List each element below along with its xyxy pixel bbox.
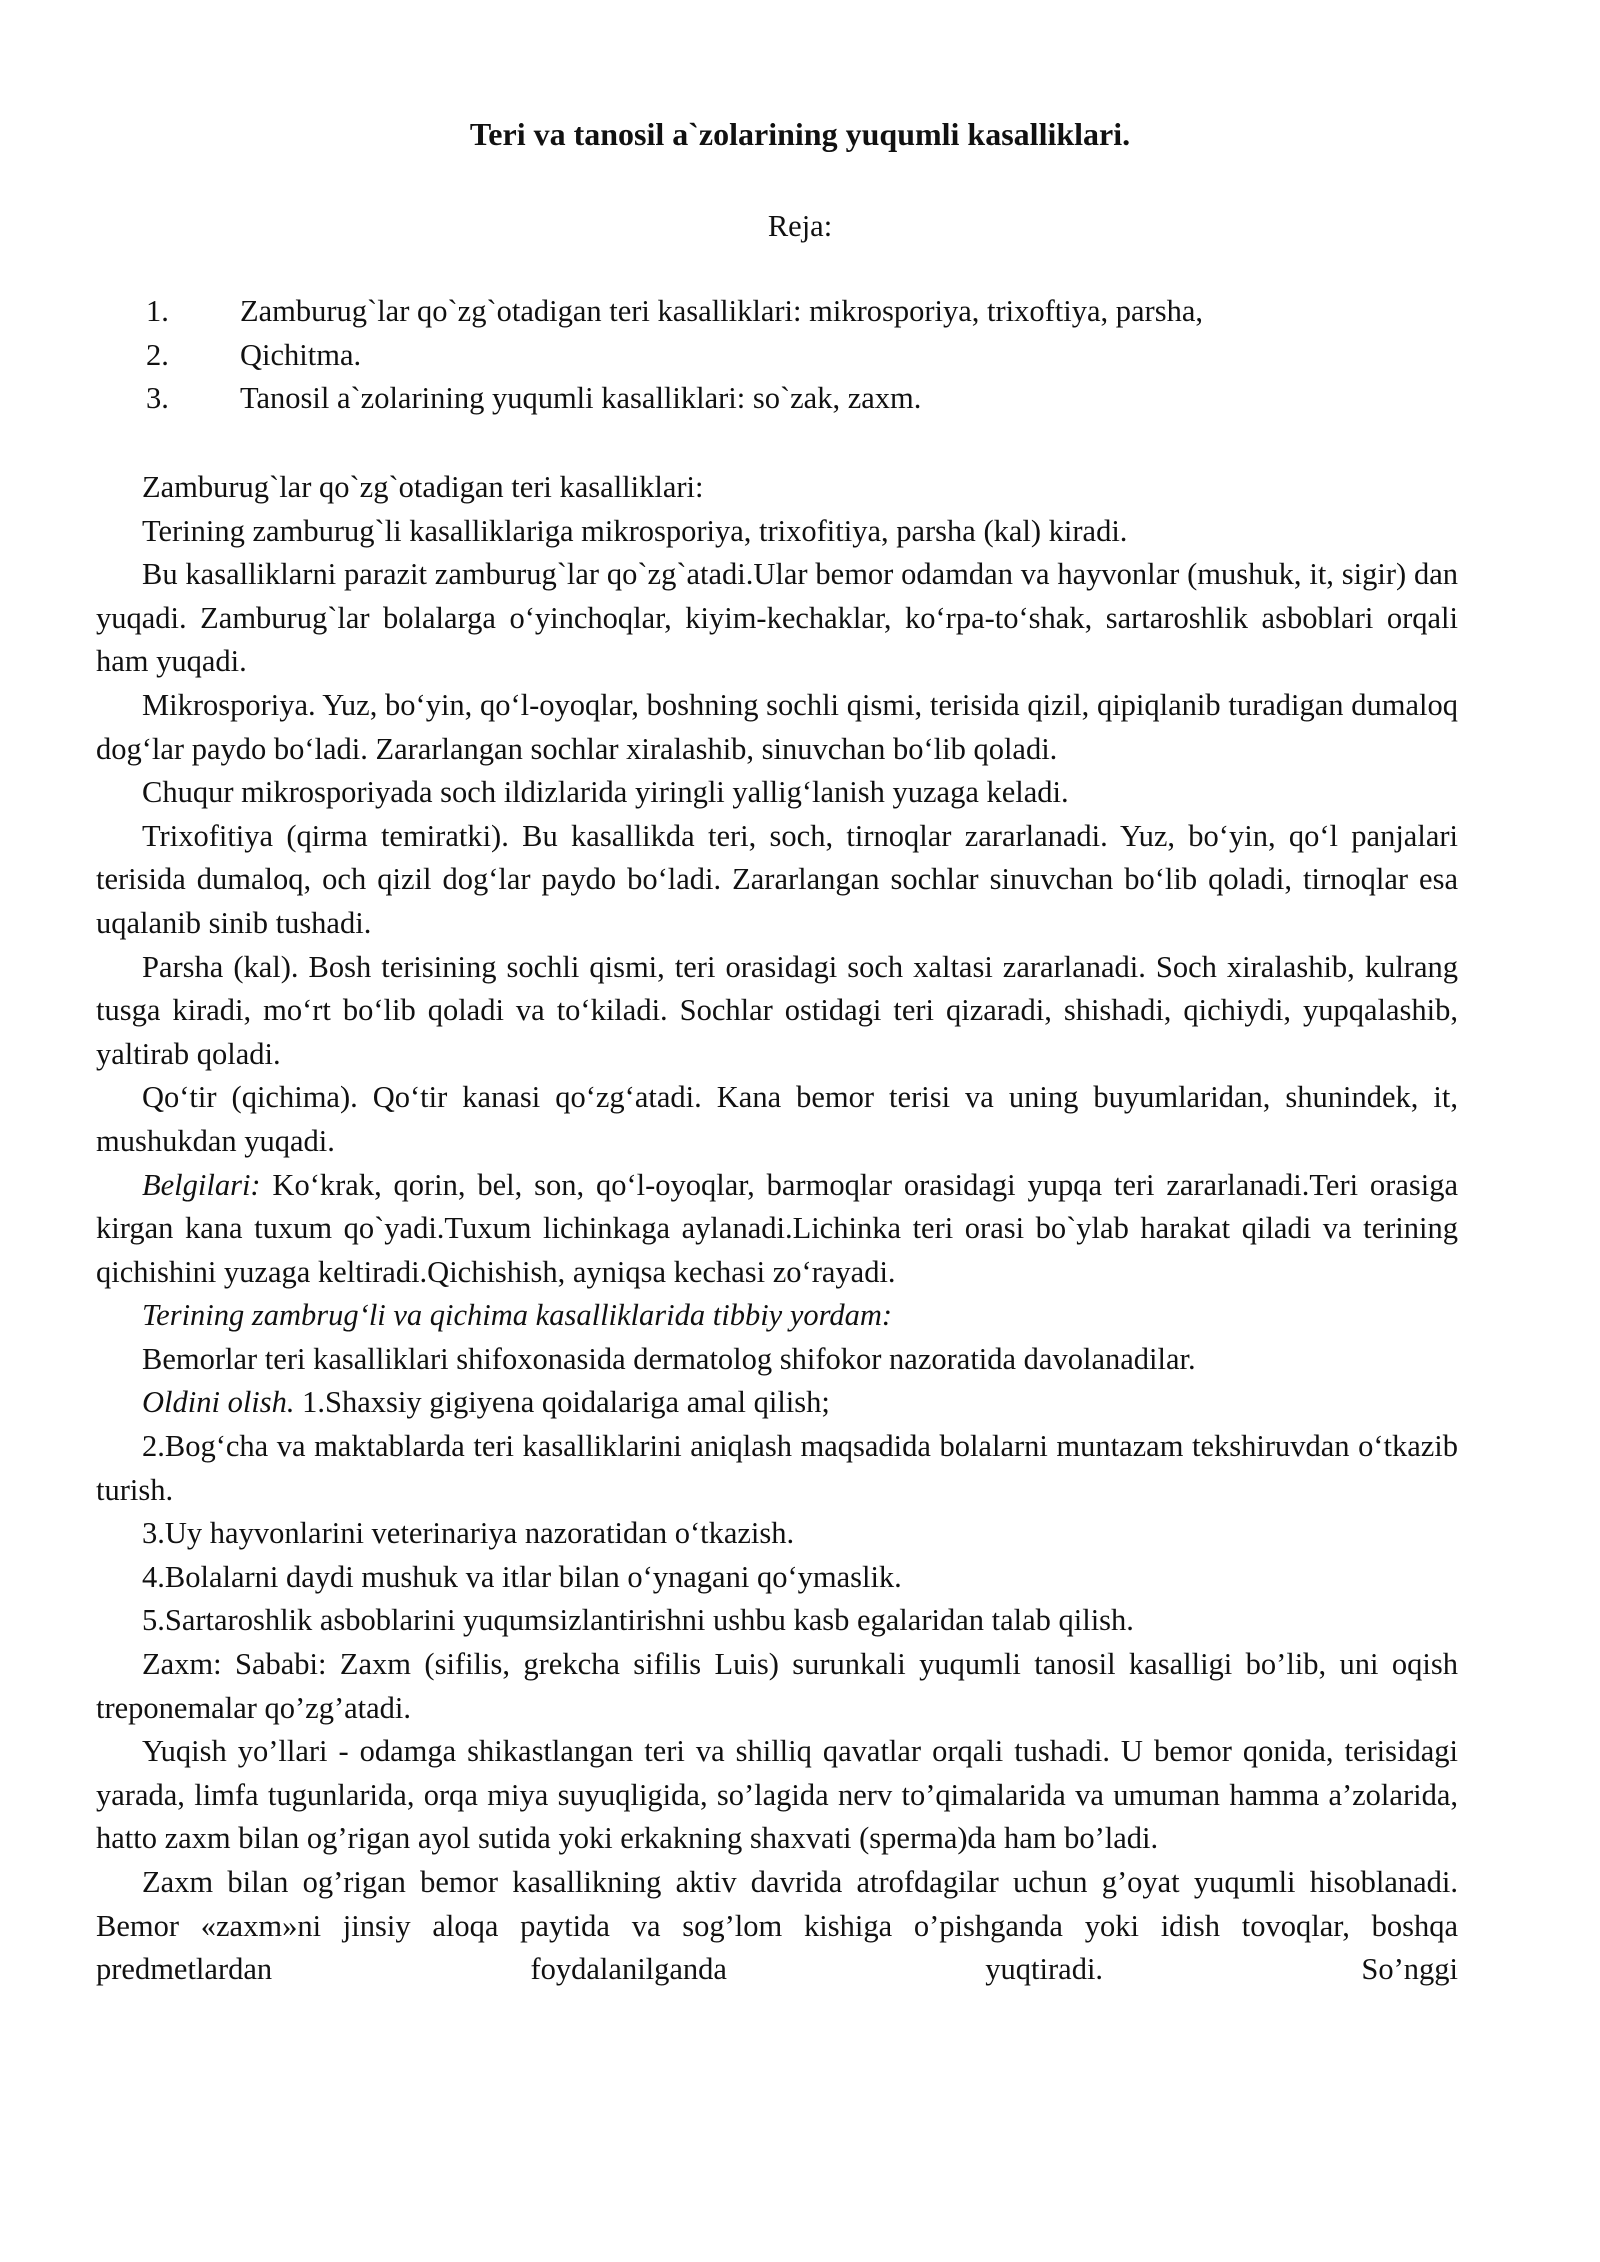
document-body [96, 466, 1458, 1992]
prevention-label: Oldini olish. [142, 1385, 295, 1420]
plan-item-text: Tanosil a`zolarining yuqumli kasalliklari: so`zak, zaxm. [240, 381, 922, 416]
paragraph: Bemorlar teri kasalliklari shifoxonasida dermatolog shifokor nazoratida davolanadilar. [142, 1341, 1196, 1376]
plan-list [140, 290, 1500, 421]
plan-item [140, 334, 1500, 378]
plan-item-number: 1. [146, 294, 169, 328]
paragraph-transmission: Yuqish yo’llari - odamga shikastlangan teri va shilliq qavatlar orqali tushadi. U bemor qonida, terisidagi yarada, limfa tugunlarida, orqa miya suyuqligida, so’lagida nerv to’qimalarida va umuman hamma a’zolarida, hatto zaxm bilan og’rigan ayol sutida yoki erkakning shaxvati (sperma)da ham bo’ladi. [96, 1734, 1458, 1856]
plan-item-text: Zamburug`lar qo`zg`otadigan teri kasalliklari: mikrosporiya, trixoftiya, parsha, [240, 294, 1203, 328]
paragraph: Bu kasalliklarni parazit zamburug`lar qo`zg`atadi.Ular bemor odamdan va hayvonlar (mushuk, it, sigir) dan yuqadi. Zamburug`lar bolalarga o‘yinchoqlar, kiyim-kechaklar, ko‘rpa-to‘shak, sartaroshlik asboblari orqali ham yuqadi. [96, 557, 1458, 679]
paragraph-symptoms [96, 1164, 1458, 1295]
paragraph-contagiousness: Zaxm bilan og’rigan bemor kasallikning aktiv davrida atrofdagilar uchun g’oyat yuqumli hisoblanadi. Bemor «zaxm»ni jinsiy aloqa paytida va sog’lom kishiga o’pishganda yoki idish tovoqlar, boshqa predmetlardan foydalanilganda yuqtiradi. So’nggi [96, 1865, 1458, 1987]
paragraph-favus: Parsha (kal). Bosh terisining sochli qismi, teri orasidagi soch xaltasi zararlanadi. Soch xiralashib, kulrang tusga kiradi, mo‘rt bo‘lib qoladi va to‘kiladi. Sochlar ostidagi teri qizaradi, shishadi, qichiydi, yupqalashib, yaltirab qoladi. [96, 949, 1458, 1071]
document-title: Teri va tanosil a`zolarining yuqumli kasalliklari. [469, 116, 1131, 152]
section-heading-medical-help [96, 1294, 1458, 1338]
paragraph-syphilis: Zaxm: Sababi: Zaxm (sifilis, grekcha sifilis Luis) surunkali yuqumli tanosil kasalligi bo’lib, uni oqish treponemalar qo’zg’atadi. [96, 1647, 1458, 1725]
plan-item [140, 290, 1500, 334]
paragraph-microsporia: Mikrosporiya. Yuz, bo‘yin, qo‘l-oyoqlar, boshning sochli qismi, terisida qizil, qipiqlanib turadigan dumaloq dog‘lar paydo bo‘ladi. Zararlangan sochlar xiralashib, sinuvchan bo‘lib qoladi. [96, 687, 1458, 766]
paragraph: 3.Uy hayvonlarini veterinariya nazoratidan o‘tkazish. [142, 1516, 795, 1551]
paragraph-scabies: Qo‘tir (qichima). Qo‘tir kanasi qo‘zg‘atadi. Kana bemor terisi va uning buyumlaridan, shunindek, it, mushukdan yuqadi. [96, 1080, 1458, 1158]
prevention-text: 1.Shaxsiy gigiyena qoidalariga amal qilish; [294, 1385, 830, 1420]
medical-help-heading: Terining zambrug‘li va qichima kasalliklarida tibbiy yordam: [142, 1298, 893, 1333]
paragraph: 4.Bolalarni daydi mushuk va itlar bilan o‘ynagani qo‘ymaslik. [142, 1559, 902, 1594]
plan-heading: Reja: [767, 209, 833, 243]
paragraph-prevention [96, 1381, 1458, 1425]
plan-item-number: 3. [146, 381, 169, 416]
plan-item [140, 377, 1500, 421]
paragraph: 5.Sartaroshlik asboblarini yuqumsizlantirishni ushbu kasb egalaridan talab qilish. [142, 1603, 1134, 1638]
symptoms-text: Ko‘krak, qorin, bel, son, qo‘l-oyoqlar, barmoqlar orasidagi yupqa teri zararlanadi.Teri orasiga kirgan kana tuxum qo`yadi.Tuxum lichinkaga aylanadi.Lichinka teri orasi bo`ylab harakat qiladi va terining qichishini yuzaga keltiradi.Qichishish, ayniqsa kechasi zo‘rayadi. [96, 1167, 1458, 1289]
plan-item-text: Qichitma. [240, 337, 362, 372]
paragraph: 2.Bog‘cha va maktablarda teri kasalliklarini aniqlash maqsadida bolalarni muntazam tekshiruvdan o‘tkazib turish. [96, 1429, 1458, 1507]
section-heading-fungal: Zamburug`lar qo`zg`otadigan teri kasalliklari: [142, 470, 704, 504]
plan-item-number: 2. [146, 337, 169, 372]
symptoms-label: Belgilari: [142, 1167, 261, 1202]
paragraph: Chuqur mikrosporiyada soch ildizlarida yiringli yallig‘lanish yuzaga keladi. [142, 775, 1069, 810]
paragraph-trichophytia: Trixofitiya (qirma temiratki). Bu kasallikda teri, soch, tirnoqlar zararlanadi. Yuz, bo‘yin, qo‘l panjalari terisida dumaloq, och qizil dog‘lar paydo bo‘ladi. Zararlangan sochlar sinuvchan bo‘lib qoladi, tirnoqlar esa uqalanib sinib tushadi. [96, 818, 1458, 940]
paragraph: Terining zamburug`li kasalliklariga mikrosporiya, trixofitiya, parsha (kal) kiradi. [142, 513, 1128, 548]
